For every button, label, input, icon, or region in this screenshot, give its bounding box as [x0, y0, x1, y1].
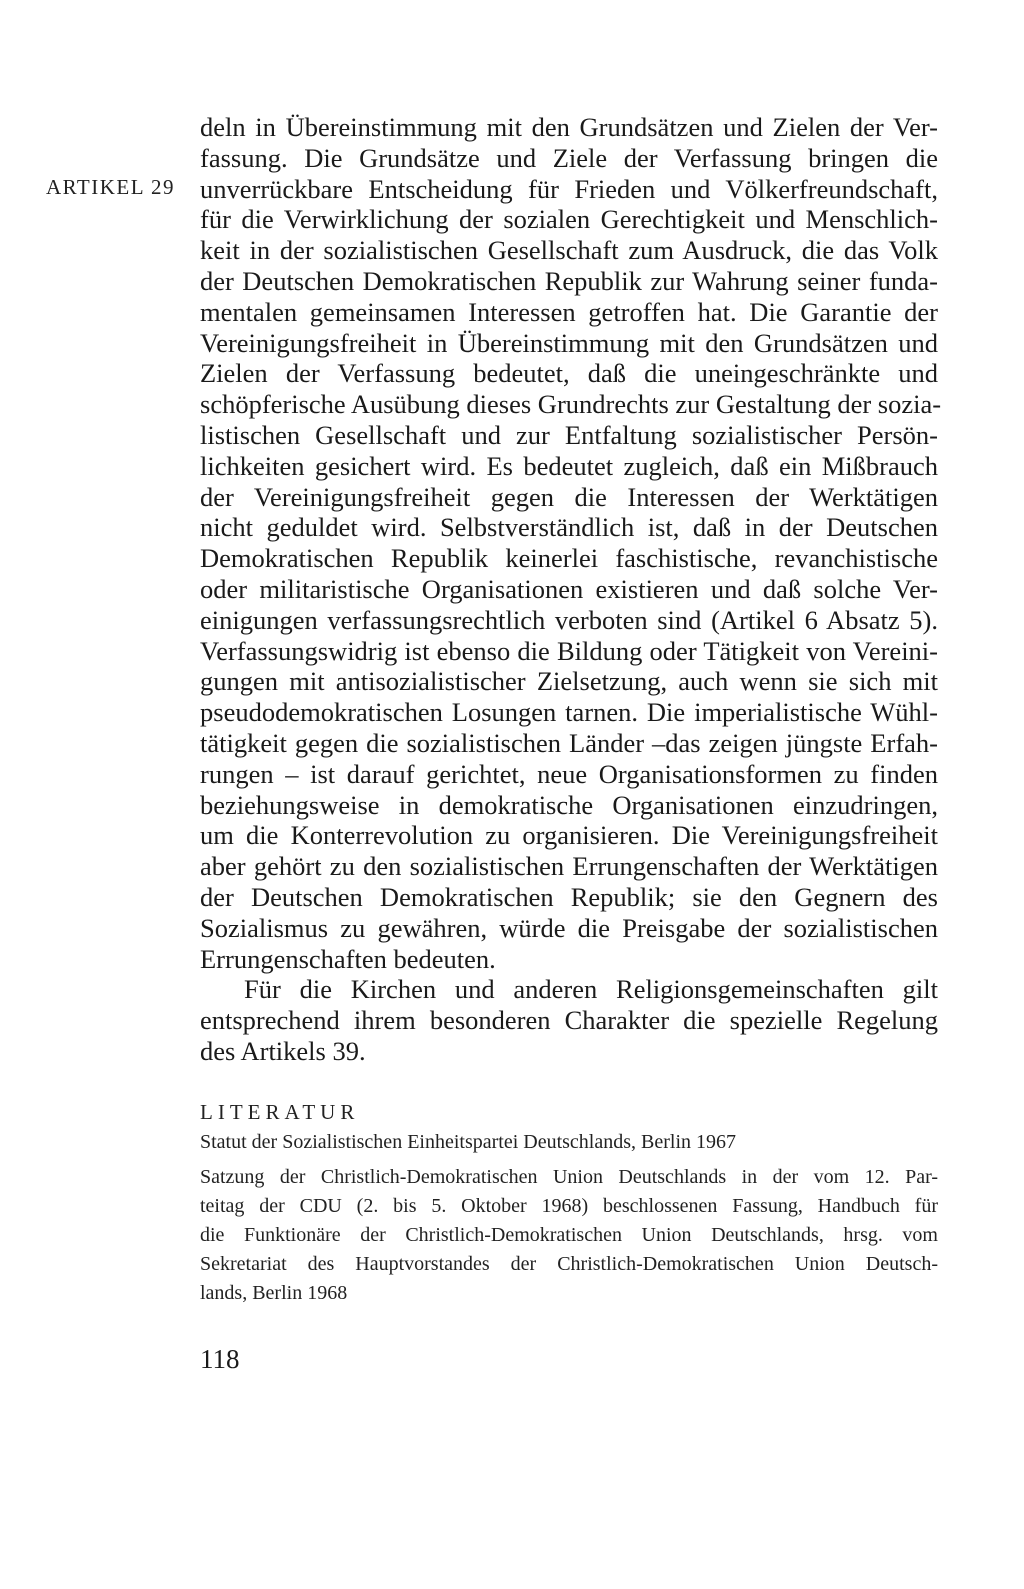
text-line: oder militaristische Organisationen existieren und daß solche Ver- [200, 573, 938, 604]
text-line: Verfassungswidrig ist ebenso die Bildung oder Tätigkeit von Vereini- [200, 635, 938, 666]
text-line: Sozialismus zu gewähren, würde die Preisgabe der sozialistischen [200, 912, 938, 943]
text-line: teitag der CDU (2. bis 5. Oktober 1968) beschlossenen Fassung, Handbuch für [200, 1195, 938, 1217]
text-line: nicht geduldet wird. Selbstverständlich ist, daß in der Deutschen [200, 512, 938, 543]
text-line: um die Konterrevolution zu organisieren. Die Vereinigungsfreiheit [200, 820, 938, 851]
second-paragraph [200, 974, 938, 1067]
text-line: rungen – ist darauf gerichtet, neue Organisationsformen zu finden [200, 758, 938, 789]
text-line: für die Verwirklichung der sozialen Gerechtigkeit und Menschlich- [200, 204, 938, 235]
text-line: des Artikels 39. [200, 1036, 366, 1066]
text-line: deln in Übereinstimmung mit den Grundsätzen und Zielen der Ver- [200, 112, 938, 142]
text-line: Vereinigungsfreiheit in Übereinstimmung mit den Grundsätzen und [200, 327, 938, 358]
text-line: Demokratischen Republik keinerlei faschistische, revanchistische [200, 543, 938, 574]
main-paragraph [200, 112, 942, 974]
text-line: pseudodemokratischen Losungen tarnen. Die imperialistische Wühl- [200, 697, 938, 728]
text-line: die Funktionäre der Christlich-Demokratischen Union Deutschlands, hrsg. vom [200, 1224, 938, 1246]
text-line: Sekretariat des Hauptvorstandes der Christlich-Demokratischen Union Deutsch- [200, 1253, 938, 1275]
text-line: keit in der sozialistischen Gesellschaft zum Ausdruck, die das Volk [200, 235, 938, 266]
text-line: der Deutschen Demokratischen Republik; sie den Gegnern des [200, 881, 938, 912]
literature-entry [200, 1163, 938, 1308]
text-line: Für die Kirchen und anderen Religionsgemeinschaften gilt [244, 974, 938, 1004]
text-line: mentalen gemeinsamen Interessen getroffen hat. Die Garantie der [200, 296, 938, 327]
text-line: Errungenschaften bedeuten. [200, 943, 496, 974]
text-line: der Deutschen Demokratischen Republik zur Wahrung seiner funda- [200, 265, 938, 296]
text-line: Zielen der Verfassung bedeutet, daß die uneingeschränkte und [200, 358, 938, 389]
text-line: tätigkeit gegen die sozialistischen Länder –das zeigen jüngste Erfah- [200, 727, 938, 758]
text-line: lichkeiten gesichert wird. Es bedeutet zugleich, daß ein Mißbrauch [200, 450, 938, 481]
text-line: der Vereinigungsfreiheit gegen die Interessen der Werktätigen [200, 481, 938, 512]
margin-note-article: ARTIKEL 29 [46, 175, 176, 199]
text-line: unverrückbare Entscheidung für Frieden und Völkerfreundschaft, [200, 173, 938, 204]
text-line: fassung. Die Grundsätze und Ziele der Verfassung bringen die [200, 142, 938, 173]
text-line: Satzung der Christlich-Demokratischen Union Deutschlands in der vom 12. Par- [200, 1166, 938, 1188]
text-line: schöpferische Ausübung dieses Grundrechts zur Gestaltung der sozia- [200, 389, 942, 420]
literature-entry [200, 1128, 938, 1157]
text-line: entsprechend ihrem besonderen Charakter die spezielle Regelung [200, 1005, 938, 1035]
text-line: beziehungsweise in demokratische Organisationen einzudringen, [200, 789, 938, 820]
text-line: aber gehört zu den sozialistischen Errungenschaften der Werktätigen [200, 851, 938, 882]
text-line: gungen mit antisozialistischer Zielsetzung, auch wenn sie sich mit [200, 666, 938, 697]
text-line: einigungen verfassungsrechtlich verboten sind (Artikel 6 Absatz 5). [200, 604, 938, 635]
literature-heading: LITERATUR [200, 1100, 360, 1124]
text-line: Statut der Sozialistischen Einheitspartei Deutschlands, Berlin 1967 [200, 1131, 737, 1153]
page-number: 118 [200, 1344, 240, 1374]
text-line: lands, Berlin 1968 [200, 1282, 348, 1304]
text-line: listischen Gesellschaft und zur Entfaltung sozialistischer Persön- [200, 419, 938, 450]
